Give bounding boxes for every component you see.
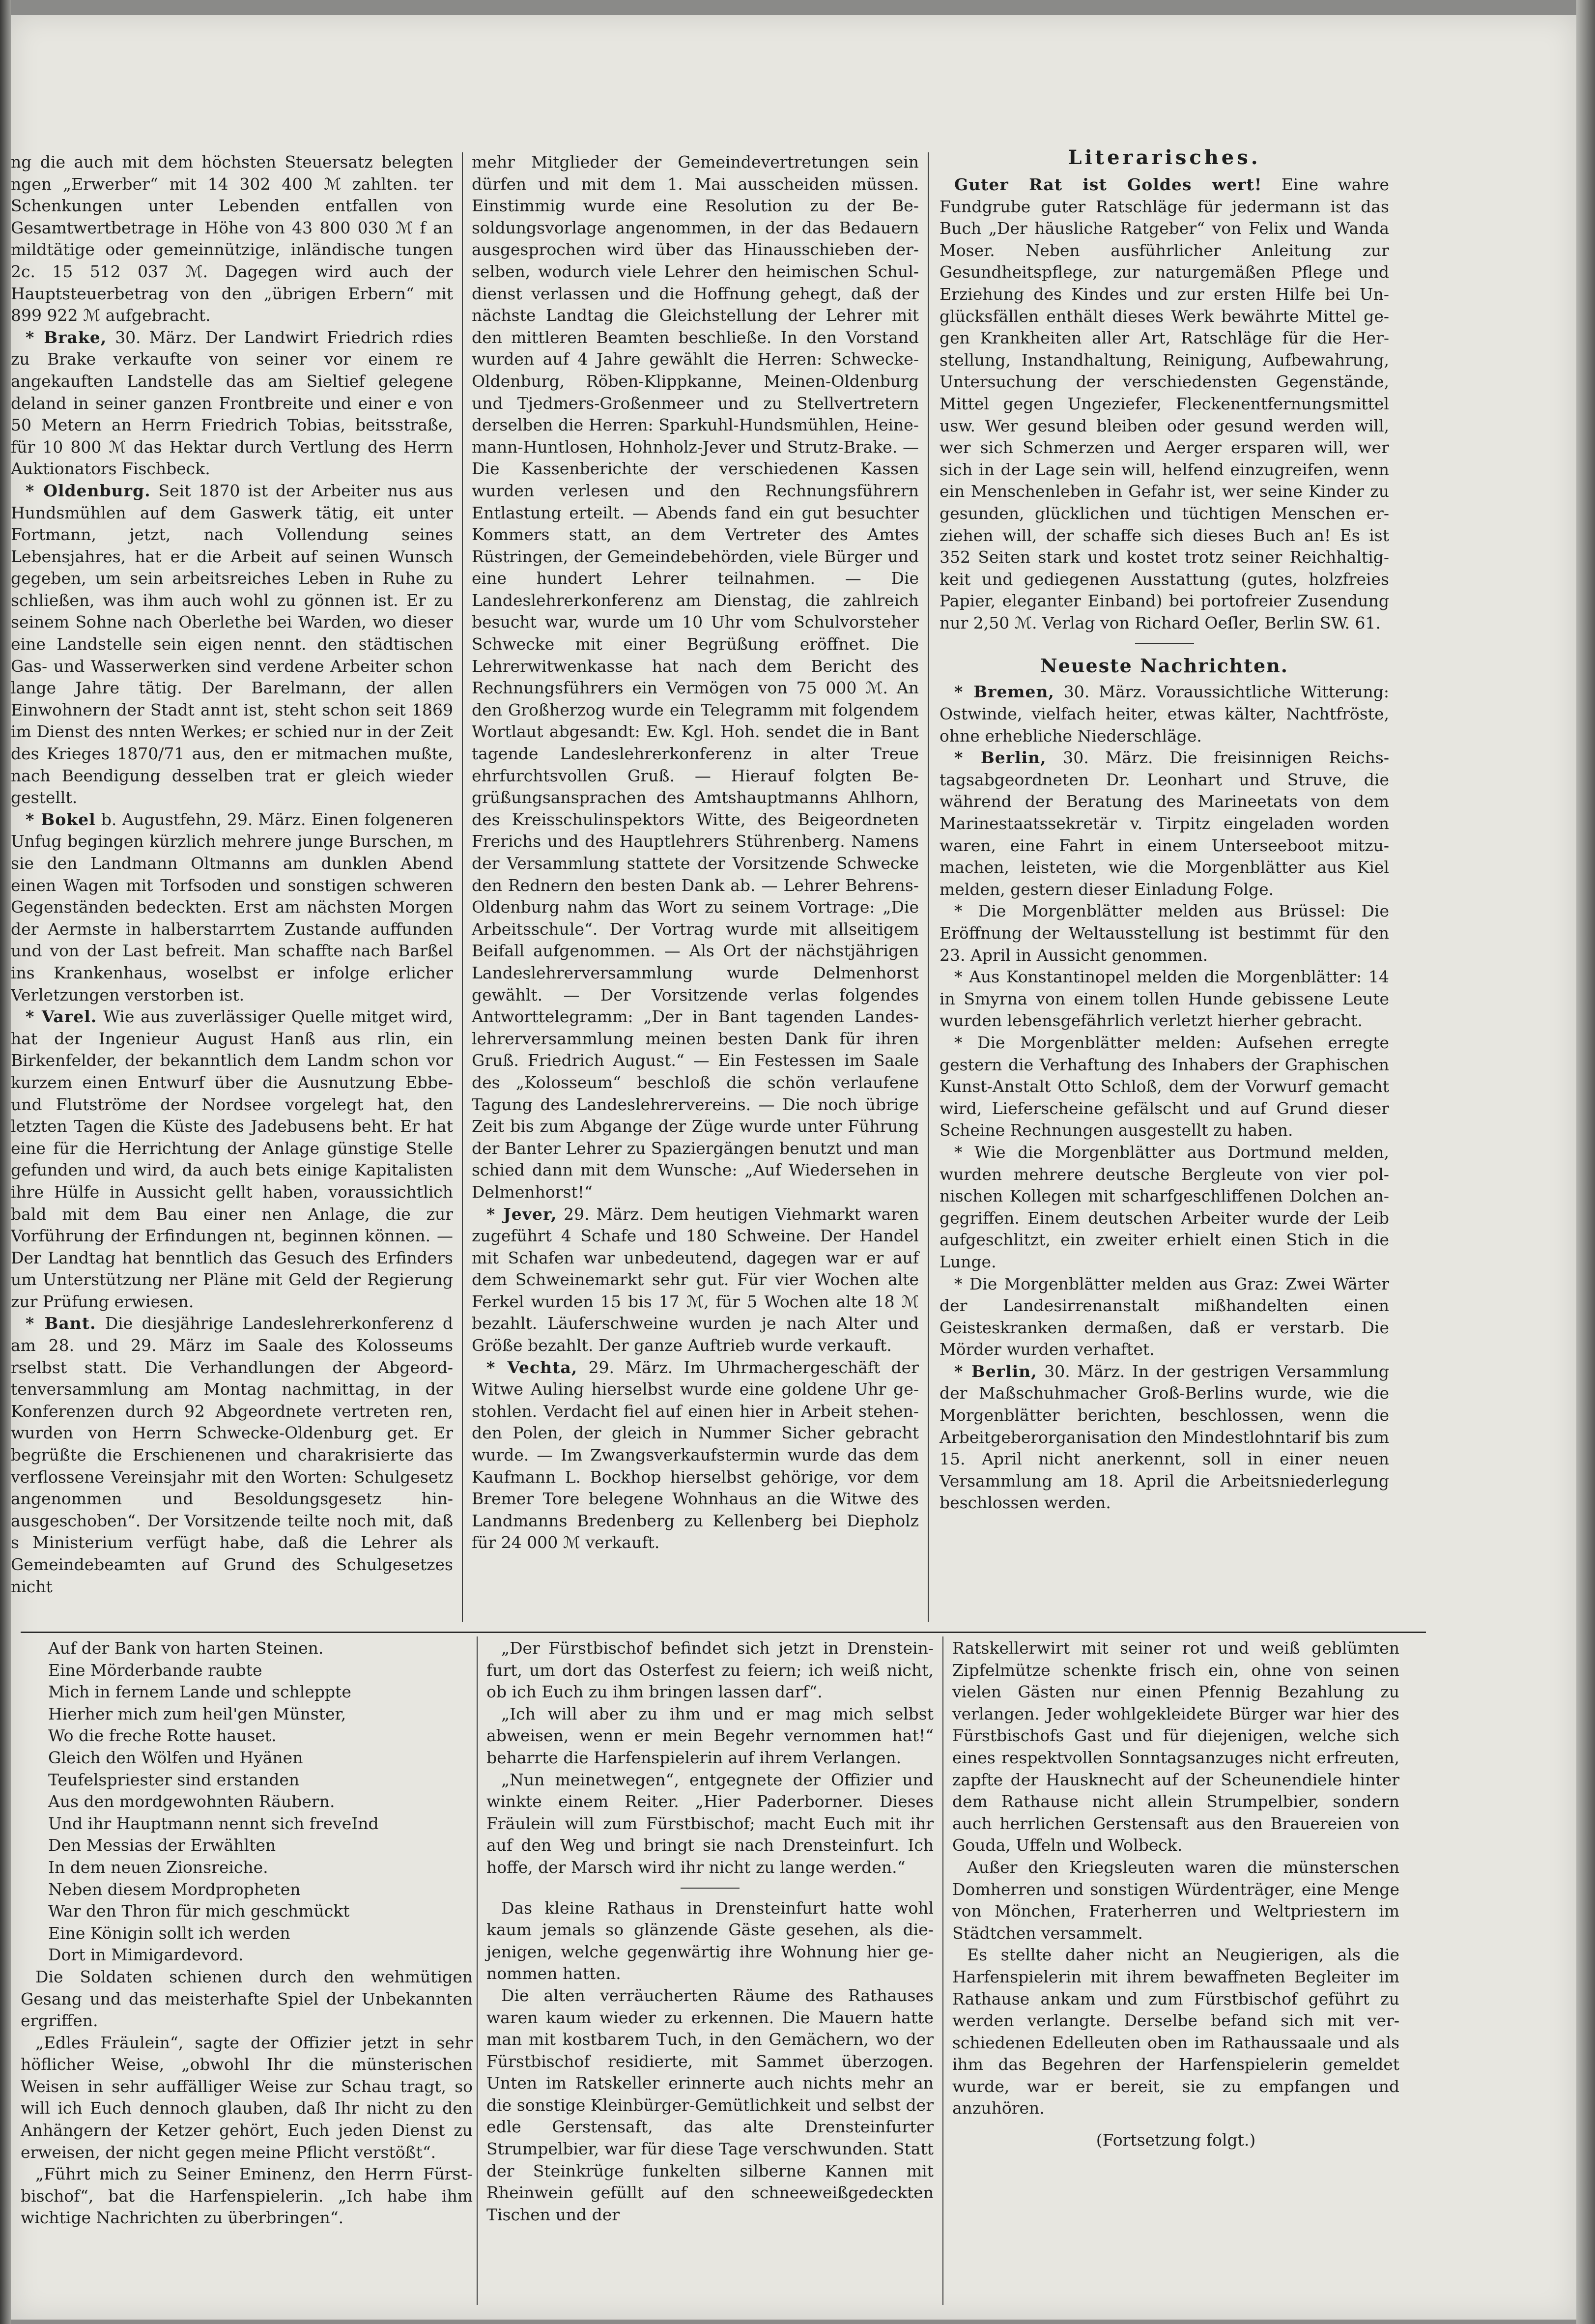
paragraph bbox=[940, 174, 1389, 634]
paragraph bbox=[21, 2163, 473, 2229]
dateline: * Berlin, bbox=[954, 1361, 1037, 1381]
paragraph-text: * Wie die Morgenblätter aus Dortmund melden, wurden mehrere deutsche Bergleute von vier polnischen Kollegen mit scharfgeschliffenen Dolchen angegriffen. Einem deutschen Arbeiter wurde der Leib aufgeschlitzt, ein zweiter erhielt einen Stich in die Lunge. bbox=[940, 1142, 1389, 1271]
verse-line: Eine Königin sollt ich werden bbox=[48, 1923, 290, 1943]
paragraph-text: „Führt mich zu Seiner Eminenz, den Herrn Fürstbischof“, bat die Harfenspielerin. „Ich habe ihm wichtige Nachrichten zu überbringen“. bbox=[21, 2164, 473, 2228]
paragraph bbox=[11, 327, 453, 480]
section-divider bbox=[1135, 643, 1194, 644]
paragraph-text: 29. März. Im Uhrmachergeschäft der Witwe Auling hierselbst wurde eine goldene Uhr gestohlen. Verdacht fiel auf einen hier in Arbeit stehenden Polen, der gleich in Nummer Sicher gebracht wurde. — Im Zwangsverkaufstermin wurde das dem Kaufmann L. Bockhop hierselbst gehörige, vor dem Bremer Tore belegene Wohnhaus an die Witwe des Landmanns Bredenberg zu Kellenberg bei Diepholz für 24 000 ℳ verkauft. bbox=[472, 1357, 919, 1552]
bottom-column-rule-2 bbox=[942, 1636, 943, 2305]
paragraph bbox=[11, 1006, 453, 1313]
paragraph-text: b. Augustfehn, 29. März. Einen folgeneren Unfug begingen kürzlich mehrere junge Burschen, m sie den Landmann Oltmanns am dunklen Abend einen Wagen mit Torfsoden und sonstigen schweren Gegenständen bedeckten. Erst am nächsten Morgen der Aermste in halberstarrtem Zustande auffunden und von der Last befreit. Man schaffte nach Barßel ins Krankenhaus, woselbst er infolge erlicher Verletzungen verstorben ist. bbox=[11, 809, 454, 1004]
dateline: * Bokel bbox=[26, 809, 96, 829]
top-column-1 bbox=[11, 151, 453, 1598]
paragraph-text: „Der Fürstbischof befindet sich jetzt in Drensteinfurt, um dort das Osterfest zu feiern; ich weiß nicht, ob ich Euch zu ihm bringen lassen darf“. bbox=[486, 1638, 934, 1702]
verse-line: Eine Mörderbande raubte bbox=[48, 1660, 262, 1680]
paragraph-text: Außer den Kriegsleuten waren die münsterschen Domherren und sonstigen Würdenträger, eine Menge von Mönchen, Fraterherren und Weltpriestern im Städtchen versammelt. bbox=[952, 1857, 1399, 1943]
dateline: * Varel. bbox=[26, 1007, 97, 1027]
paragraph bbox=[486, 1703, 934, 1769]
paragraph bbox=[940, 681, 1389, 747]
news-section bbox=[940, 681, 1389, 1514]
poem-verse bbox=[21, 1637, 473, 1966]
paragraph-text: ng die auch mit dem höchsten Steuersatz belegten ngen „Erwerber“ mit 14 302 400 ℳ zahlten. ter Schenkungen unter Lebenden entfallen von Gesamtwertbetrage in Höhe von 43 800 030 ℳ f an mildtätige oder gemeinnützige, inländische tungen 2c. 15 512 037 ℳ. Dagegen wird auch der Hauptsteuerbetrag von den „übrigen Erbern“ mit 899 922 ℳ aufgebracht. bbox=[11, 152, 453, 325]
bottom-column-1-prose bbox=[21, 1966, 473, 2229]
paragraph bbox=[472, 1357, 919, 1554]
paragraph-text: 30. März. Die freisinnigen Reichstagsabgeordneten Dr. Leonhart und Struve, die während der Beratung des Marineetats von dem Marinestaatssekretär v. Tirpitz eingeladen worden waren, eine Fahrt in einem Unterseeboot mitzumachen, leisteten, wie die Morgenblätter aus Kiel melden, gestern dieser Einladung Folge. bbox=[940, 748, 1390, 899]
paragraph-text: Seit 1870 ist der Arbeiter nus aus Hundsmühlen auf dem Gaswerk tätig, eit unter Fortmann, jetzt, nach Vollendung seines Lebensjahres, hat er die Arbeit auf seinen Wunsch gegeben, um sein arbeitsreiches Leben in Ruhe zu schließen, was ihm auch wohl zu gönnen ist. Er zu seinem Sohne nach Oberlethe bei Warden, wo dieser eine Landstelle sein eigen nennt. den städtischen Gas- und Wasserwerken sind verdene Arbeiter schon lange Jahre tätig. Der Barelmann, der allen Einwohnern der Stadt annt ist, steht schon seit 1869 im Dienst des nnten Werkes; er schied nur in der Zeit des Krieges 1870/71 aus, den er mitmachen mußte, nach Beendigung desselben trat er gleich wieder gestellt. bbox=[11, 481, 454, 807]
dateline: * Brake, bbox=[26, 327, 107, 347]
paragraph-text: * Die Morgenblätter melden aus Graz: Zwei Wärter der Landesirrenanstalt mißhandelten einen Geisteskranken dermaßen, daß er verstarb. Die Mörder wurden verhaftet. bbox=[940, 1274, 1389, 1359]
paragraph-text: „Nun meinetwegen“, entgegnete der Offizier und winkte einem Reiter. „Hier Paderborner. Dieses Fräulein will zum Fürstbischof; macht Euch mit ihr auf den Weg und bringt sie nach Drensteinfurt. Ich hoffe, der Marsch wird ihr nicht zu lange werden.“ bbox=[486, 1770, 934, 1877]
paragraph bbox=[21, 2032, 473, 2164]
dateline: * Bant. bbox=[26, 1314, 96, 1333]
dateline: * Jever, bbox=[486, 1204, 557, 1224]
news-heading: Neueste Nachrichten. bbox=[1040, 655, 1288, 677]
top-column-rule-1 bbox=[462, 152, 463, 1622]
verse-line: Hierher mich zum heil'gen Münster, bbox=[48, 1704, 346, 1723]
paragraph-text: (Fortsetzung folgt.) bbox=[1096, 2130, 1256, 2150]
bottom-column-1 bbox=[21, 1637, 473, 2229]
verse-line: Den Messias der Erwählten bbox=[48, 1836, 276, 1855]
paragraph bbox=[940, 900, 1389, 966]
paragraph-text: Das kleine Rathaus in Drensteinfurt hatte wohl kaum jemals so glänzende Gäste gesehen, als diejenigen, welche gegenwärtig ihre Wohnung hier genommen hatten. bbox=[486, 1898, 934, 1983]
paragraph-text: 30. März. Voraussichtliche Witterung: Ostwinde, vielfach heiter, etwas kälter, Nachtfröste, ohne erhebliche Niederschläge. bbox=[940, 682, 1389, 746]
top-column-3 bbox=[940, 143, 1389, 1514]
verse-line: War den Thron für mich geschmückt bbox=[48, 1901, 350, 1921]
scan-right-edge bbox=[1576, 0, 1595, 2324]
paragraph-text: * Die Morgenblätter melden aus Brüssel: Die Eröffnung der Weltausstellung ist bestimmt für den 23. April in Aussicht genommen. bbox=[940, 901, 1389, 965]
paragraph-text: 29. März. Dem heutigen Viehmarkt waren zugeführt 4 Schafe und 180 Schweine. Der Handel mit Schafen war unbedeutend, dagegen war er auf dem Schweinemarkt sehr gut. Für vier Wochen alte Ferkel wurden 15 bis 17 ℳ, für 5 Wochen alte 18 ℳ bezahlt. Läuferschweine wurden je nach Alter und Größe bezahlt. Der ganze Auftrieb wurde verkauft. bbox=[472, 1204, 919, 1355]
paragraph bbox=[940, 1032, 1389, 1142]
paragraph-text: Eine wahre Fundgrube guter Ratschläge für jedermann ist das Buch „Der häusliche Ratgeber“ von Felix und Wanda Moser. Neben ausführlicher Anleitung zur Gesundheitspflege, zur naturgemäßen Pflege und Erziehung des Kindes und zur ersten Hilfe bei Unglücksfällen enthält dieses Werk bewährte Mittel gegen Krankheiten aller Art, Ratschläge für die Herstellung, Instandhaltung, Reinigung, Aufbewahrung, Untersuchung der verschiedensten Gegenstände, Mittel gegen Ungeziefer, Fleckenentfernungsmittel usw. Wer gesund bleiben oder gesund werden will, wer sich Schmerzen und Aerger ersparen will, wer sich in der Lage sein will, helfend einzugreifen, wenn ein Menschenleben in Gefahr ist, wer seine Kinder zu gesunden, glücklichen und tüchtigen Menschen erziehen will, der schaffe sich dieses Buch an! Es ist 352 Seiten stark und kostet trotz seiner Reichhaltigkeit und gediegenen Ausstattung (gutes, holzfreies Papier, eleganter Einband) bei portofreier Zusendung nur 2,50 ℳ. Verlag von Richard Oeſler, Berlin SW. 61. bbox=[940, 175, 1389, 632]
literary-section bbox=[940, 174, 1389, 634]
top-column-rule-2 bbox=[928, 152, 929, 1622]
bottom-column-3 bbox=[952, 1637, 1399, 2152]
bottom-column-rule-1 bbox=[477, 1636, 478, 2305]
bottom-column-2 bbox=[486, 1637, 934, 2226]
paragraph bbox=[940, 1142, 1389, 1273]
paragraph-text: mehr Mitglieder der Gemeindevertretungen sein dürfen und mit dem 1. Mai ausscheiden müssen. Einstimmig wurde eine Resolution zu der Besoldungsvorlage angenommen, in der das Bedauern ausgesprochen wird über das Hinausschieben derselben, wodurch viele Lehrer den heimischen Schuldienst verlassen und die Hoffnung gehegt, daß der nächste Landtag die Gleichstellung der Lehrer mit den mittleren Beamten beschließe. In den Vorstand wurden auf 4 Jahre gewählt die Herren: Schwecke-Oldenburg, Röben-Klippkanne, Meinen-Oldenburg und Tjedmers-Großenmeer und zu Stellvertretern derselben die Herren: Sparkuhl-Hundsmühlen, Heinemann-Huntlosen, Hohnholz-Jever und Strutz-Brake. — Die Kassenberichte der verschiedenen Kassen wurden verlesen und den Rechnungsführern Entlastung erteilt. — Abends fand ein gut besuchter Kommers statt, an dem Vertreter des Amtes Rüstringen, der Gemeindebehörden, viele Bürger und eine hundert Lehrer teilnahmen. — Die Landeslehrerkonferenz am Dienstag, die zahlreich besucht war, wurde um 10 Uhr vom Schulvorsteher Schwecke mit einer Begrüßung eröffnet. Die Lehrerwitwenkasse hat nach dem Bericht des Rechnungsführers ein Vermögen von 75 000 ℳ. An den Großherzog wurde ein Telegramm mit folgendem Wortlaut abgesandt: Ew. Kgl. Hoh. sendet die in Bant tagende Landeslehrerkonferenz in alter Treue ehrfurchtsvollen Gruß. — Hierauf folgten Begrüßungsansprachen des Amtshauptmanns Ahlhorn, des Kreisschulinspektors Witte, des Beigeordneten Frerichs und des Hauptlehrers Stührenberg. Namens der Versammlung stattete der Vorsitzende Schwecke den Rednern den besten Dank ab. — Lehrer Behrens-Oldenburg nahm das Wort zu seinem Vortrage: „Die Arbeitsschule“. Der Vortrag wurde mit allseitigem Beifall aufgenommen. — Als Ort der nächstjährigen Landeslehrerversammlung wurde Delmenhorst gewählt. — Der Vorsitzende verlas folgendes Antworttelegramm: „Der in Bant tagenden Landeslehrerversammlung meinen besten Dank für ihren Gruß. Friedrich August.“ — Ein Festessen im Saale des „Kolosseum“ beschloß die schön verlaufene Tagung des Landeslehrervereins. — Die noch übrige Zeit bis zum Abgange der Züge wurde unter Führung der Banter Lehrer zu Spaziergängen benutzt und man schied dann mit dem Wunsche: „Auf Wiedersehen in Delmenhorst!“ bbox=[472, 152, 919, 1202]
paragraph bbox=[472, 1204, 919, 1357]
paragraph bbox=[940, 1273, 1389, 1361]
paragraph bbox=[21, 1966, 473, 2032]
paragraph-text: * Die Morgenblätter melden: Aufsehen erregte gestern die Verhaftung des Inhabers der Graphischen Kunst-Anstalt Otto Schloß, dem der Vorwurf gemacht wird, Lieferscheine gefälscht und auf Grund dieser Scheine Rechnungen ausgestellt zu haben. bbox=[940, 1033, 1389, 1140]
paragraph-text: * Aus Konstantinopel melden die Morgenblätter: 14 in Smyrna von einem tollen Hunde gebissene Leute wurden lebensgefährlich verletzt hierher gebracht. bbox=[940, 967, 1389, 1031]
verse-line: Wo die freche Rotte hauset. bbox=[48, 1726, 277, 1746]
paragraph bbox=[486, 1897, 934, 1985]
scan-left-edge bbox=[0, 0, 11, 2324]
paragraph bbox=[11, 151, 453, 327]
dateline: * Oldenburg. bbox=[26, 481, 151, 500]
paragraph bbox=[952, 1857, 1399, 1944]
dateline: * Berlin, bbox=[954, 748, 1047, 768]
paragraph bbox=[940, 966, 1389, 1032]
paragraph-text: „Edles Fräulein“, sagte der Offizier jetzt in sehr höflicher Weise, „obwohl Ihr die münsterischen Weisen in sehr auffälliger Weise zur Schau tragt, so will ich Euch dennoch glauben, daß Ihr nicht zu den Anhängern der Ketzer gehört, Euch jeden Dienst zu erweisen, der nicht gegen meine Pflicht verstößt“. bbox=[21, 2033, 473, 2162]
article-title: Guter Rat ist Goldes wert! bbox=[954, 175, 1262, 194]
verse-line: In dem neuen Zionsreiche. bbox=[48, 1857, 268, 1877]
top-column-2 bbox=[472, 151, 919, 1554]
dateline: * Vechta, bbox=[486, 1357, 578, 1377]
paragraph bbox=[11, 809, 453, 1006]
paragraph bbox=[11, 480, 453, 809]
paragraph bbox=[952, 2129, 1399, 2152]
paragraph bbox=[486, 1769, 934, 1879]
paragraph-text: Ratskellerwirt mit seiner rot und weiß geblümten Zipfelmütze schenkte frisch ein, ohne von seinen vielen Gästen nur einen Pfennig Bezahlung zu verlangen. Jeder wohlgekleidete Bürger war hier des Fürstbischofs Gast und für diejenigen, welche sich eines respektvollen Sonntagsanzuges nicht erfreuten, zapfte der Hausknecht auf der Scheunendiele hinter dem Rathause nicht allein Strumpelbier, sondern auch herrlichen Gerstensaft aus den Brauereien von Gouda, Uffeln und Wolbeck. bbox=[952, 1638, 1399, 1855]
paragraph bbox=[486, 1637, 934, 1703]
verse-line: Gleich den Wölfen und Hyänen bbox=[48, 1748, 303, 1767]
paragraph-text: Es stellte daher nicht an Neugierigen, als die Harfenspielerin mit ihrem bewaffneten Begleiter im Rathause ankam und zum Fürstbischof geführt zu werden verlangte. Derselbe befand sich mit verschiedenen Edelleuten oben im Rathaussaale und als ihm das Begehren der Harfenspielerin gemeldet wurde, war er bereit, sie zu empfangen und anzuhören. bbox=[952, 1945, 1399, 2118]
dateline: * Bremen, bbox=[954, 682, 1054, 702]
paragraph-text: Wie aus zuverlässiger Quelle mitget wird, hat der Ingenieur August Hanß aus rlin, ein Birkenfelder, der bekanntlich dem Landm schon vor kurzem einen Entwurf über die Ausnutzung Ebbe- und Flutströme der Nordsee vorgelegt hat, den letzten Tagen die Küste des Jadebusens beht. Er hat eine für die Herrichtung der Anlage günstige Stelle gefunden und wird, da auch bets einige Kapitalisten ihre Hülfe in Aussicht gellt haben, voraussichtlich bald mit dem Bau einer nen Anlage, die zur Vorführung der Erfindungen nt, beginnen können. — Der Landtag hat benntlich das Gesuch des Erfinders um Unterstützung ner Pläne mit Geld der Regierung zur Prüfung erwiesen. bbox=[11, 1007, 453, 1311]
verse-line: Teufelspriester sind erstanden bbox=[48, 1770, 300, 1789]
paragraph bbox=[940, 747, 1389, 900]
newspaper-page bbox=[11, 15, 1576, 2320]
paragraph-text: Die alten verräucherten Räume des Rathauses waren kaum wieder zu erkennen. Die Mauern hatte man mit kostbarem Tuch, in den Gemächern, wo der Fürstbischof residierte, mit Sammet überzogen. Unten im Ratskeller erinnerte auch nichts mehr an die sonstige Kleinbürger-Gemütlichkeit und selbst der edle Gerstensaft, das alte Drensteinfurter Strumpelbier, war für diese Tage verschwunden. Statt der Steinkrüge funkelten silberne Kannen mit Rheinwein gefüllt auf den schneeweißgedeckten Tischen und der bbox=[486, 1985, 934, 2224]
paragraph-text: 30. März. Der Landwirt Friedrich rdies zu Brake verkaufte von seiner vor einem re angekauften Landstelle das am Sieltief gelegene deland in seiner ganzen Frontbreite und einer e von 50 Metern an Herrn Friedrich Tobias, beitsstraße, für 10 800 ℳ das Hektar durch Vertlung des Herrn Auktionators Fischbeck. bbox=[11, 327, 453, 479]
verse-line: Dort in Mimigardevord. bbox=[48, 1945, 244, 1965]
paragraph bbox=[472, 151, 919, 1204]
paragraph-text: „Ich will aber zu ihm und er mag mich selbst abweisen, wenn er mein Begehr vernommen hat!“ beharrte die Harfenspielerin auf ihrem Verlangen. bbox=[486, 1704, 934, 1767]
article-divider bbox=[681, 1888, 740, 1889]
verse-line: Mich in fernem Lande und schleppte bbox=[48, 1682, 351, 1702]
feuilleton-separator bbox=[21, 1632, 1426, 1633]
verse-line: Neben diesem Mordpropheten bbox=[48, 1879, 301, 1899]
verse-line: Und ihr Hauptmann nennt sich freveInd bbox=[48, 1813, 379, 1833]
paragraph bbox=[940, 1361, 1389, 1514]
paragraph bbox=[952, 1637, 1399, 1857]
literary-heading: Literarisches. bbox=[1068, 146, 1261, 169]
verse-line: Aus den mordgewohnten Räubern. bbox=[48, 1792, 335, 1811]
verse-line: Auf der Bank von harten Steinen. bbox=[48, 1638, 324, 1658]
paragraph bbox=[11, 1313, 453, 1598]
paragraph-text: Die diesjährige Landeslehrerkonferenz d am 28. und 29. März im Saale des Kolosseums rselbst statt. Die Verhandlungen der Abgeordtenversammlung am Montag nachmittag, in der Konferenzen durch 92 Abgeordnete vertreten ren, wurden von Herrn Schwecke-Oldenburg get. Er begrüßte die Erschienenen und charakrisierte das verflossene Vereinsjahr mit den Worten: Schulgesetz angenommen und Besoldungsgesetz hinausgeschoben“. Der Vorsitzende teilte noch mit, daß s Ministerium verfügt habe, daß die Lehrer als Gemeindebeamten auf Grund des Schulgesetzes nicht bbox=[11, 1314, 453, 1596]
paragraph-text: 30. März. In der gestrigen Versammlung der Maßschuhmacher Groß-Berlins wurde, wie die Morgenblätter berichten, beschlossen, wenn die Arbeitgeberorganisation den Mindestlohntarif bis zum 15. April nicht anerkennt, soll in einer neuen Versammlung am 18. April die Arbeitsniederlegung beschlossen werden. bbox=[940, 1361, 1390, 1513]
paragraph bbox=[486, 1985, 934, 2226]
paragraph-text: Die Soldaten schienen durch den wehmütigen Gesang und das meisterhafte Spiel der Unbekannten ergriffen. bbox=[21, 1967, 473, 2031]
paragraph bbox=[952, 1944, 1399, 2120]
